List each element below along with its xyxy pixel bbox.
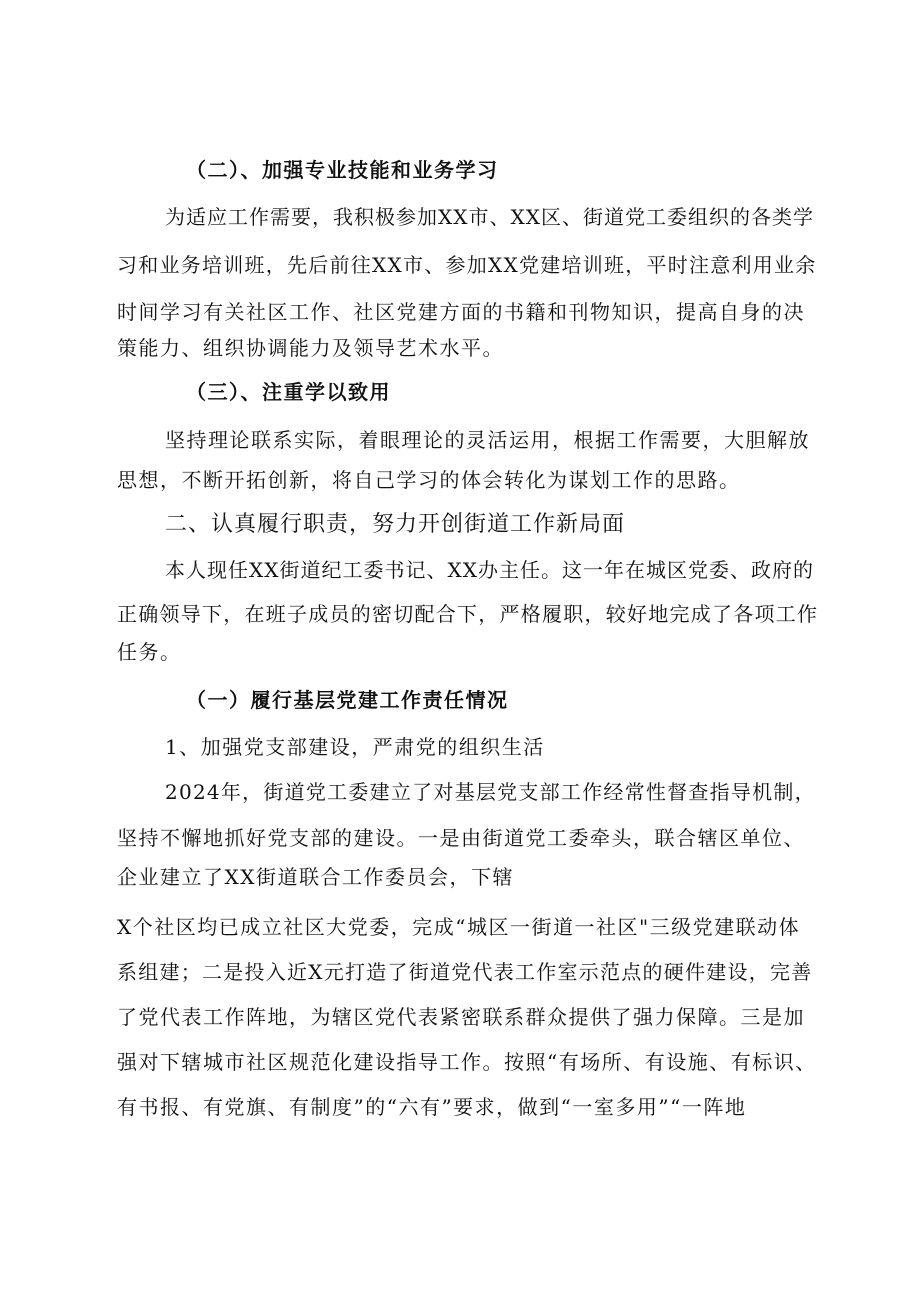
paragraph-line: 策能力、组织协调能力及领导艺术水平。 xyxy=(117,336,504,360)
paragraph-line: 坚持理论联系实际，着眼理论的灵活运用，根据工作需要，大胆解放 xyxy=(165,428,810,452)
chapter-title: 二、认真履行职责，努力开创街道工作新局面 xyxy=(165,512,626,537)
item-title: 1、加强党支部建设，严肃党的组织生活 xyxy=(165,735,545,759)
paragraph-line: 为适应工作需要，我积极参加XX市、XX区、街道党工委组织的各类学 xyxy=(165,205,814,229)
paragraph-line: 时间学习有关社区工作、社区党建方面的书籍和刊物知识，提高自身的决 xyxy=(117,300,805,324)
subsection-title: （一）履行基层党建工作责任情况 xyxy=(186,688,509,712)
paragraph-line: 系组建；二是投入近X元打造了街道党代表工作室示范点的硬件建设，完善 xyxy=(117,960,813,984)
paragraph-line: 有书报、有党旗、有制度”的“六有”要求，做到“一室多用”“一阵地 xyxy=(117,1095,747,1119)
paragraph-line: 正确领导下，在班子成员的密切配合下，严格履职，较好地完成了各项工作 xyxy=(117,602,819,626)
paragraph-line: X个社区均已成立社区大党委，完成“城区一街道一社区"三级党建联动体 xyxy=(117,915,801,939)
paragraph-line: 2024年，街道党工委建立了对基层党支部工作经常性督查指导机制， xyxy=(165,780,816,804)
paragraph-line: 强对下辖城市社区规范化建设指导工作。按照“有场所、有设施、有标识、 xyxy=(117,1050,817,1074)
paragraph-line: 思想，不断开拓创新，将自己学习的体会转化为谋划工作的思路。 xyxy=(117,468,741,492)
paragraph-line: 了党代表工作阵地，为辖区党代表紧密联系群众提供了强力保障。三是加 xyxy=(117,1005,805,1029)
paragraph-line: 本人现任XX街道纪工委书记、XX办主任。这一年在城区党委、政府的 xyxy=(165,558,814,582)
paragraph-line: 任务。 xyxy=(117,640,182,664)
section-title: （二）、加强专业技能和业务学习 xyxy=(186,158,499,182)
paragraph-line: 坚持不懈地抓好党支部的建设。一是由街道党工委牵头，联合辖区单位、 xyxy=(117,826,805,850)
section-title: （三）、注重学以致用 xyxy=(186,380,391,404)
paragraph-line: 习和业务培训班，先后前往XX市、参加XX党建培训班，平时注意利用业余 xyxy=(117,253,817,277)
paragraph-line: 企业建立了XX街道联合工作委员会，下辖 xyxy=(117,865,514,889)
